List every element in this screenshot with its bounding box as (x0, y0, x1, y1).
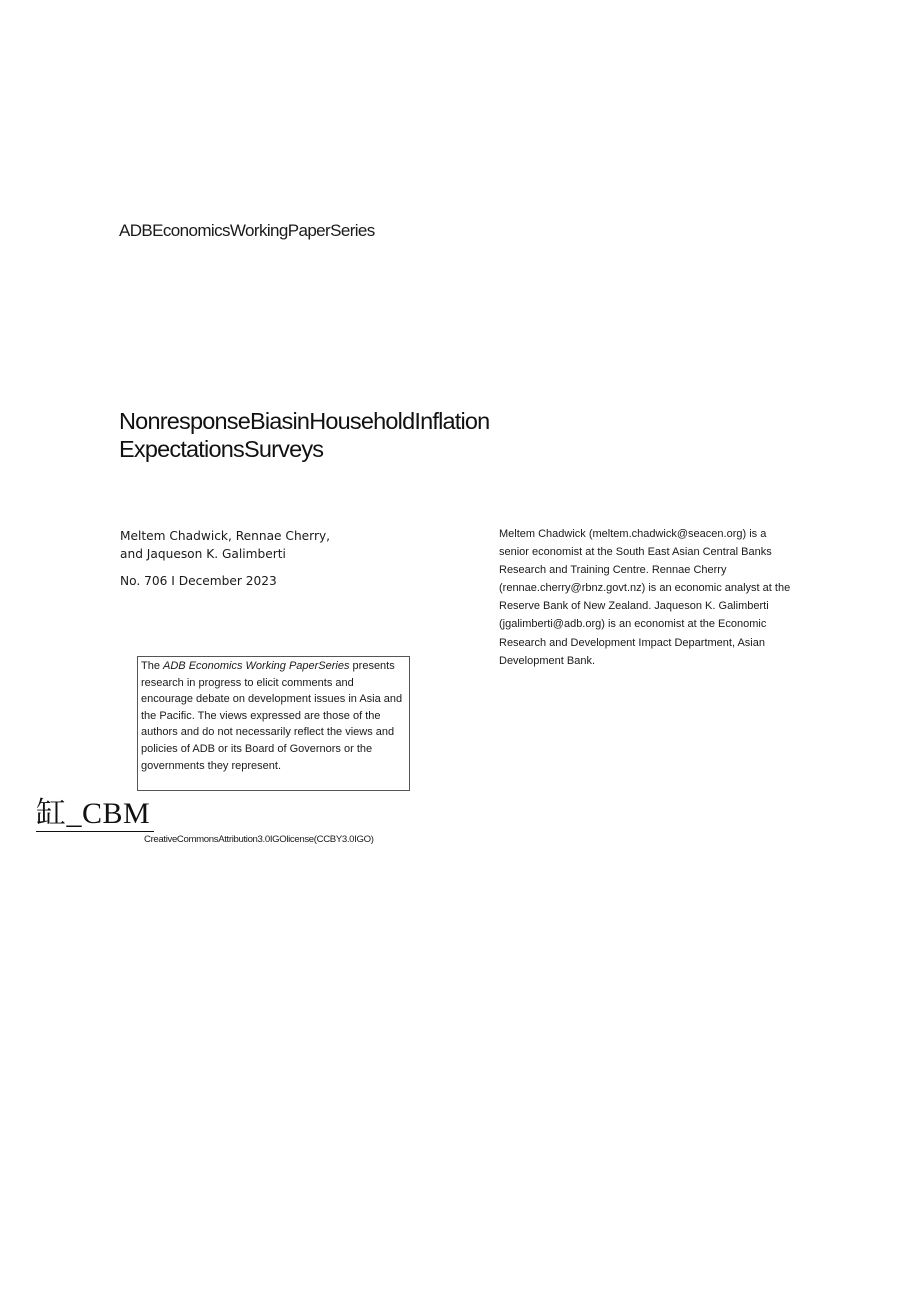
disclaimer-box (137, 656, 410, 791)
paper-title-line-2: ExpectationsSurveys (119, 436, 324, 462)
author-bio: Meltem Chadwick (meltem.chadwick@seacen.org) is a senior economist at the South East Asian Central Banks Research and Training Centre. Rennae Cherry (rennae.cherry@rbnz.govt.nz) is an economic analyst at the Reserve Bank of New Zealand. Jaqueson K. Galimberti (jgalimberti@adb.org) is an economist at the Economic Research and Development Impact Department, Asian Development Bank. (499, 528, 791, 667)
series-name: ADBEconomicsWorkingPaperSeries (119, 221, 375, 240)
cc-license-logo: 缸_CBM (36, 797, 154, 832)
paper-title (119, 407, 599, 463)
disclaimer-series-name: ADB Economics Working PaperSeries (163, 660, 350, 672)
author-list-line-2: and Jaqueson K. Galimberti (120, 547, 286, 561)
paper-title-line-1: NonresponseBiasinHouseholdInflation (119, 408, 490, 434)
disclaimer-body: presents research in progress to elicit comments and encourage debate on development issues in Asia and the Pacific. The views expressed are those of the authors and do not necessarily reflect the views and policies of ADB or its Board of Governors or the governments they represent. (141, 660, 403, 772)
author-list-line-1: Meltem Chadwick, Rennae Cherry, (120, 529, 331, 543)
author-list (120, 527, 330, 563)
issue-number-date: No. 706 I December 2023 (120, 574, 277, 588)
license-text: CreativeCommonsAttribution3.0IGOlicense(CCBY3.0IGO) (144, 834, 374, 845)
disclaimer-prefix: The (141, 660, 164, 672)
